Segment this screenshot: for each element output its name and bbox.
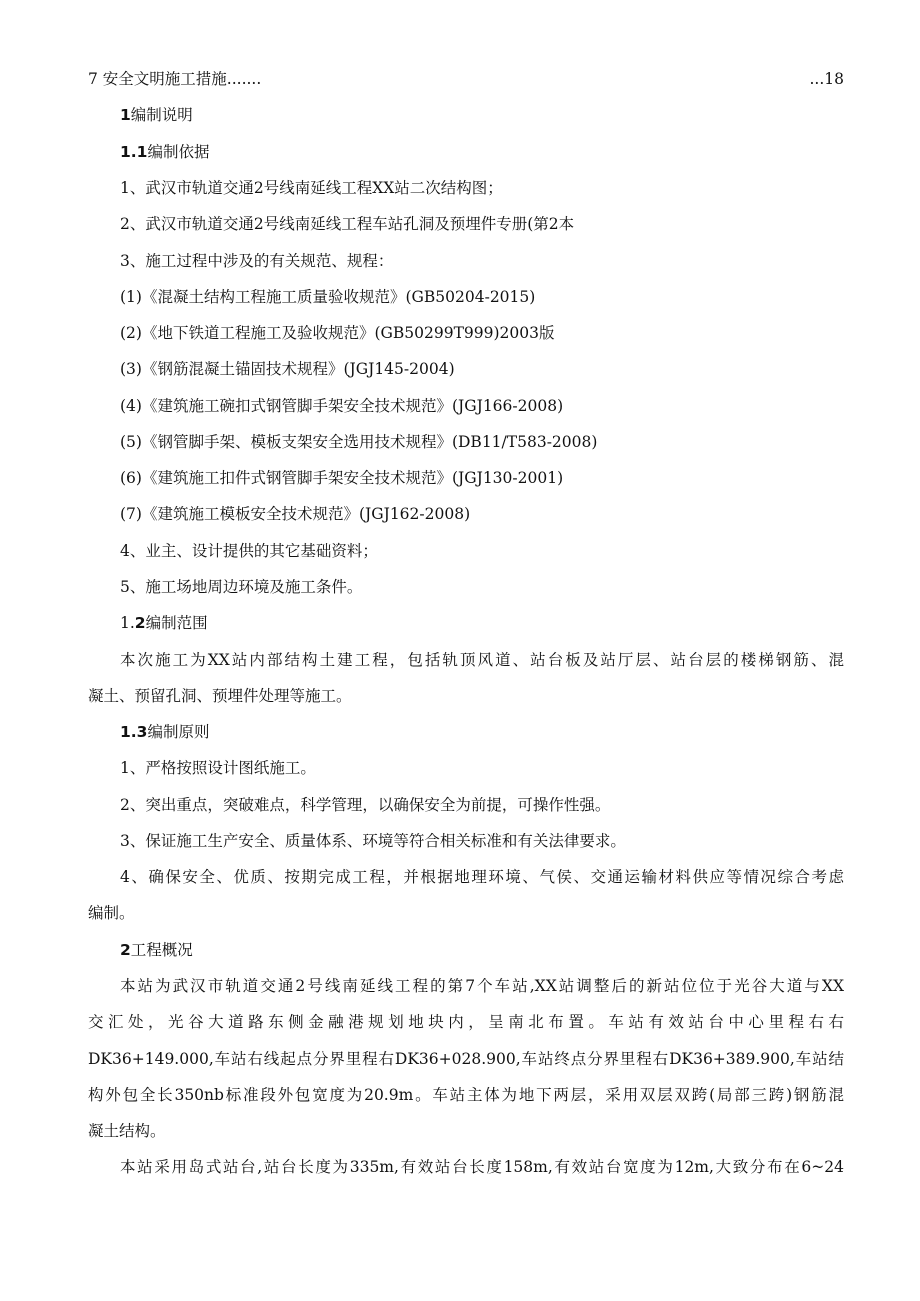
basis-item: 2、武汉市轨道交通2号线南延线工程车站孔洞及预埋件专册(第2本 bbox=[120, 215, 575, 233]
standard-item: (3)《钢筋混凝土锚固技术规程》(JGJ145-2004) bbox=[120, 360, 455, 378]
section-1-2-heading bbox=[120, 612, 208, 634]
overview-paragraph-line: 构外包全长350nb标准段外包宽度为20.9m。车站主体为地下两层，采用双层双跨(局部三跨)钢筋混 bbox=[88, 1086, 844, 1104]
toc-entry: 7 安全文明施工措施....... bbox=[88, 70, 262, 88]
section-1-title: 编制说明 bbox=[130, 106, 193, 124]
section-2-heading bbox=[120, 939, 193, 961]
overview-paragraph-line: DK36+149.000,车站右线起点分界里程右DK36+028.900,车站终点分界里程右DK36+389.900,车站结 bbox=[88, 1050, 844, 1068]
basis-item: 1、武汉市轨道交通2号线南延线工程XX站二次结构图； bbox=[120, 179, 503, 197]
section-1-2-number: 2 bbox=[134, 614, 146, 632]
section-1-number: 1 bbox=[120, 106, 131, 124]
section-1-3-title: 编制原则 bbox=[147, 723, 210, 741]
section-1-1-number: 1.1 bbox=[120, 143, 148, 161]
overview-paragraph-line: 本站为武汉市轨道交通2号线南延线工程的第7个车站,XX站调整后的新站位位于光谷大道与XX bbox=[120, 977, 844, 995]
scope-paragraph-line: 本次施工为XX站内部结构土建工程，包括轨顶风道、站台板及站厅层、站台层的楼梯钢筋、混 bbox=[120, 651, 844, 669]
toc-page-number: ...18 bbox=[809, 70, 844, 88]
principle-item: 2、突出重点，突破难点，科学管理，以确保安全为前提，可操作性强。 bbox=[120, 796, 611, 814]
platform-paragraph-line: 本站采用岛式站台,站台长度为335m,有效站台长度158m,有效站台宽度为12m,大致分布在6~24 bbox=[120, 1158, 844, 1176]
overview-paragraph-line: 交汇处，光谷大道路东侧金融港规划地块内，呈南北布置。车站有效站台中心里程右右 bbox=[88, 1013, 844, 1031]
scope-paragraph-line: 凝土、预留孔洞、预埋件处理等施工。 bbox=[88, 687, 352, 705]
section-1-3-heading bbox=[120, 721, 209, 743]
section-1-heading bbox=[120, 104, 193, 126]
principle-item: 3、保证施工生产安全、质量体系、环境等符合相关标准和有关法律要求。 bbox=[120, 832, 626, 850]
principle-item: 4、确保安全、优质、按期完成工程，并根据地理环境、气侯、交通运输材料供应等情况综合考虑 bbox=[120, 868, 844, 886]
overview-paragraph-line: 凝土结构。 bbox=[88, 1122, 166, 1140]
section-2-title: 工程概况 bbox=[130, 941, 193, 959]
principle-item-continuation: 编制。 bbox=[88, 904, 135, 922]
section-1-2-number-prefix: 1. bbox=[120, 614, 135, 632]
standard-item: (7)《建筑施工模板安全技术规范》(JGJ162-2008) bbox=[120, 505, 471, 523]
basis-item: 4、业主、设计提供的其它基础资料； bbox=[120, 542, 378, 560]
basis-item: 5、施工场地周边环境及施工条件。 bbox=[120, 578, 363, 596]
section-1-1-heading bbox=[120, 141, 209, 163]
principle-item: 1、严格按照设计图纸施工。 bbox=[120, 759, 316, 777]
section-1-1-title: 编制依据 bbox=[147, 143, 210, 161]
basis-item: 3、施工过程中涉及的有关规范、规程： bbox=[120, 252, 394, 270]
standard-item: (2)《地下铁道工程施工及验收规范》(GB50299T999)2003版 bbox=[120, 324, 555, 342]
standard-item: (4)《建筑施工碗扣式钢管脚手架安全技术规范》(JGJ166-2008) bbox=[120, 397, 564, 415]
section-2-number: 2 bbox=[120, 941, 131, 959]
section-1-3-number: 1.3 bbox=[120, 723, 148, 741]
standard-item: (1)《混凝土结构工程施工质量验收规范》(GB50204-2015) bbox=[120, 288, 536, 306]
section-1-2-title: 编制范围 bbox=[145, 614, 208, 632]
standard-item: (6)《建筑施工扣件式钢管脚手架安全技术规范》(JGJ130-2001) bbox=[120, 469, 564, 487]
standard-item: (5)《钢管脚手架、模板支架安全选用技术规程》(DB11/T583-2008) bbox=[120, 433, 598, 451]
